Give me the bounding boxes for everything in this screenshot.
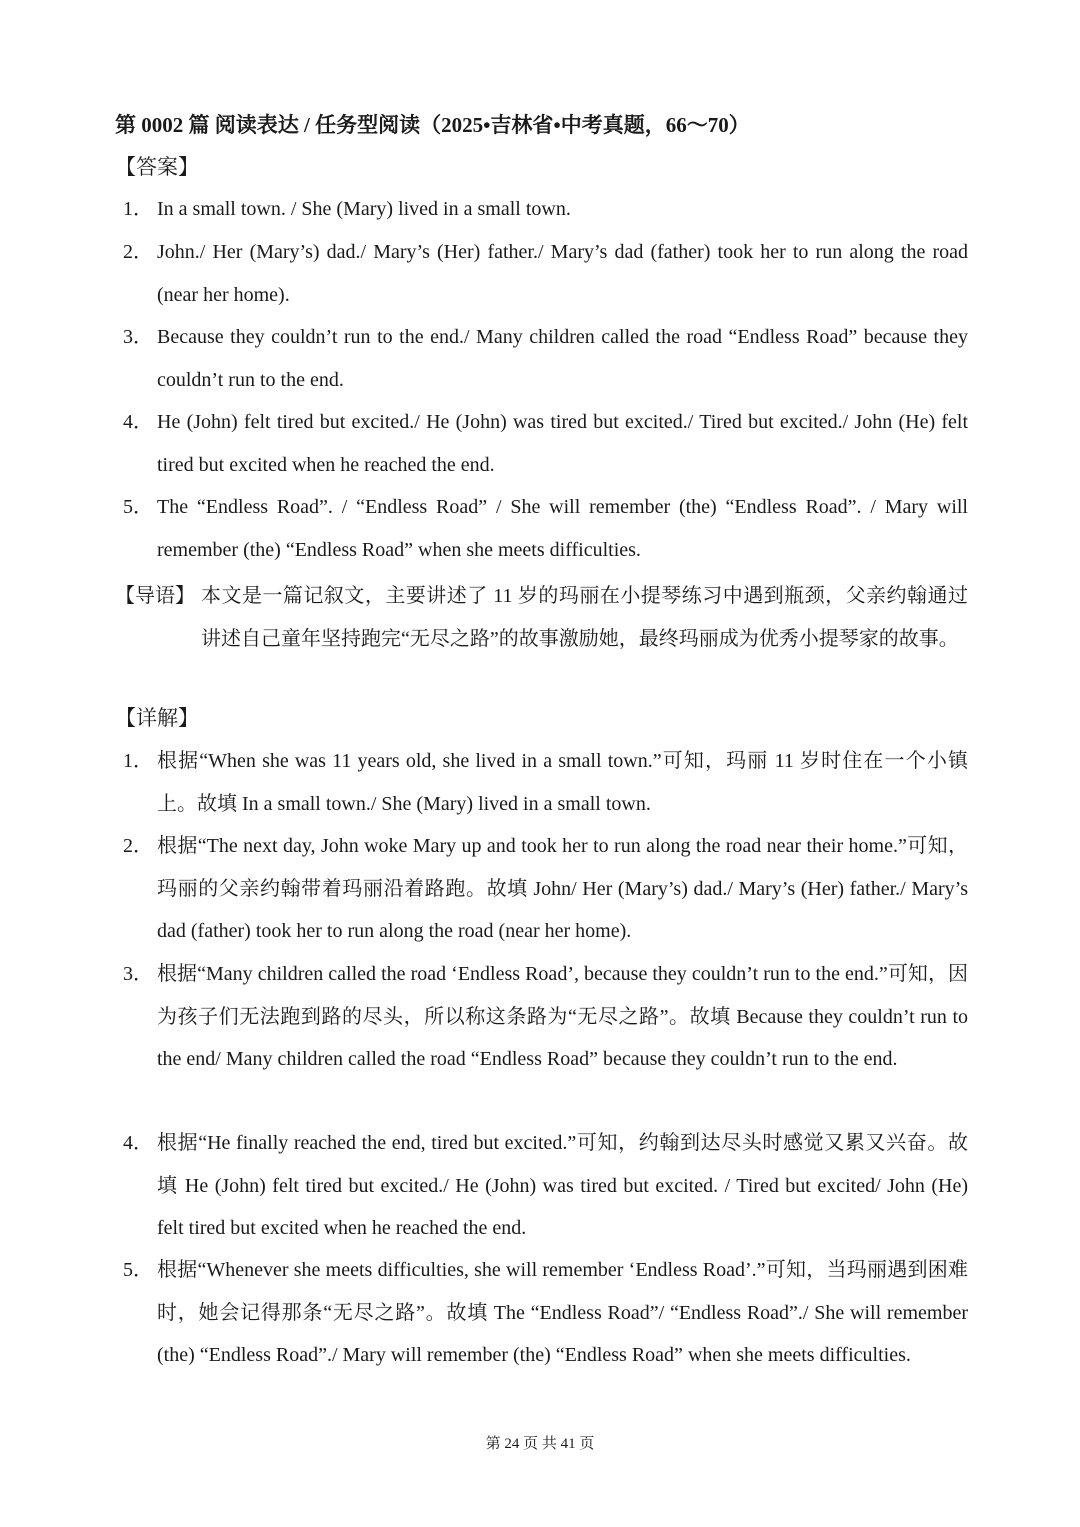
- answer-item-1: [123, 188, 968, 231]
- answer-number: 1．: [123, 198, 153, 220]
- answer-item-2: [123, 231, 968, 316]
- answer-text: In a small town. / She (Mary) lived in a small town.: [157, 198, 571, 220]
- detail-text: 根据“Many children called the road ‘Endless Road’, because they couldn’t run to the end.”可知，因为孩子们无法跑到路的尽头，所以称这条路为“无尽之路”。故填 Because they couldn’t run to the end/ Many children called the road “Endless Road” because they couldn’t run to the end.: [157, 963, 968, 1070]
- answer-number: 5．: [123, 496, 153, 518]
- answer-text: He (John) felt tired but excited./ He (John) was tired but excited./ Tired but excited./ John (He) felt tired but excited when he reached the end.: [157, 411, 968, 476]
- answer-item-5: [123, 486, 968, 571]
- answer-number: 4．: [123, 411, 153, 433]
- detail-item-4: [123, 1122, 968, 1250]
- answer-text: John./ Her (Mary’s) dad./ Mary’s (Her) father./ Mary’s dad (father) took her to run along the road (near her home).: [157, 241, 968, 306]
- answer-number: 2．: [123, 241, 153, 263]
- detail-number: 2．: [123, 835, 153, 857]
- detail-text: 根据“The next day, John woke Mary up and took her to run along the road near their home.”可知，玛丽的父亲约翰带着玛丽沿着路跑。故填 John/ Her (Mary’s) dad./ Mary’s (Her) father./ Mary’s dad (father) took her to run along the road (near her home).: [157, 835, 968, 942]
- intro-text: 本文是一篇记叙文，主要讲述了 11 岁的玛丽在小提琴练习中遇到瓶颈，父亲约翰通过讲述自己童年坚持跑完“无尽之路”的故事激励她，最终玛丽成为优秀小提琴家的故事。: [201, 585, 968, 650]
- answer-number: 3．: [123, 326, 153, 348]
- answer-text: Because they couldn’t run to the end./ Many children called the road “Endless Road” because they couldn’t run to the end.: [157, 326, 968, 391]
- detail-number: 5．: [123, 1259, 153, 1281]
- answer-item-3: [123, 316, 968, 401]
- answer-section-label: 【答案】: [115, 155, 199, 179]
- detail-text: 根据“Whenever she meets difficulties, she will remember ‘Endless Road’.”可知，当玛丽遇到困难时，她会记得那条“无尽之路”。故填 The “Endless Road”/ “Endless Road”./ She will remember (the) “Endless Road”./ Mary will remember (the) “Endless Road” when she meets difficulties.: [157, 1259, 968, 1366]
- page-title: 第 0002 篇 阅读表达 / 任务型阅读（2025•吉林省•中考真题，66～70）: [115, 113, 750, 137]
- detail-number: 3．: [123, 963, 153, 985]
- detail-item-3: [123, 953, 968, 1081]
- detail-text: 根据“When she was 11 years old, she lived in a small town.”可知，玛丽 11 岁时住在一个小镇上。故填 In a small town./ She (Mary) lived in a small town.: [157, 750, 968, 815]
- detail-item-5: [123, 1249, 968, 1377]
- page-footer: 第 24 页 共 41 页: [485, 1436, 595, 1452]
- detail-text: 根据“He finally reached the end, tired but excited.”可知，约翰到达尽头时感觉又累又兴奋。故填 He (John) felt tired but excited./ He (John) was tired but excited. / Tired but excited/ John (He) felt tired but excited when he reached the end.: [157, 1132, 968, 1239]
- detail-section-label: 【详解】: [115, 706, 199, 730]
- detail-item-1: [123, 740, 968, 825]
- detail-number: 1．: [123, 750, 153, 772]
- detail-number: 4．: [123, 1132, 153, 1154]
- detail-item-2: [123, 825, 968, 953]
- intro-label: 【导语】: [115, 585, 195, 607]
- answer-item-4: [123, 401, 968, 486]
- intro-block: [115, 575, 968, 660]
- answer-text: The “Endless Road”. / “Endless Road” / She will remember (the) “Endless Road”. / Mary will remember (the) “Endless Road” when she meets difficulties.: [157, 496, 968, 561]
